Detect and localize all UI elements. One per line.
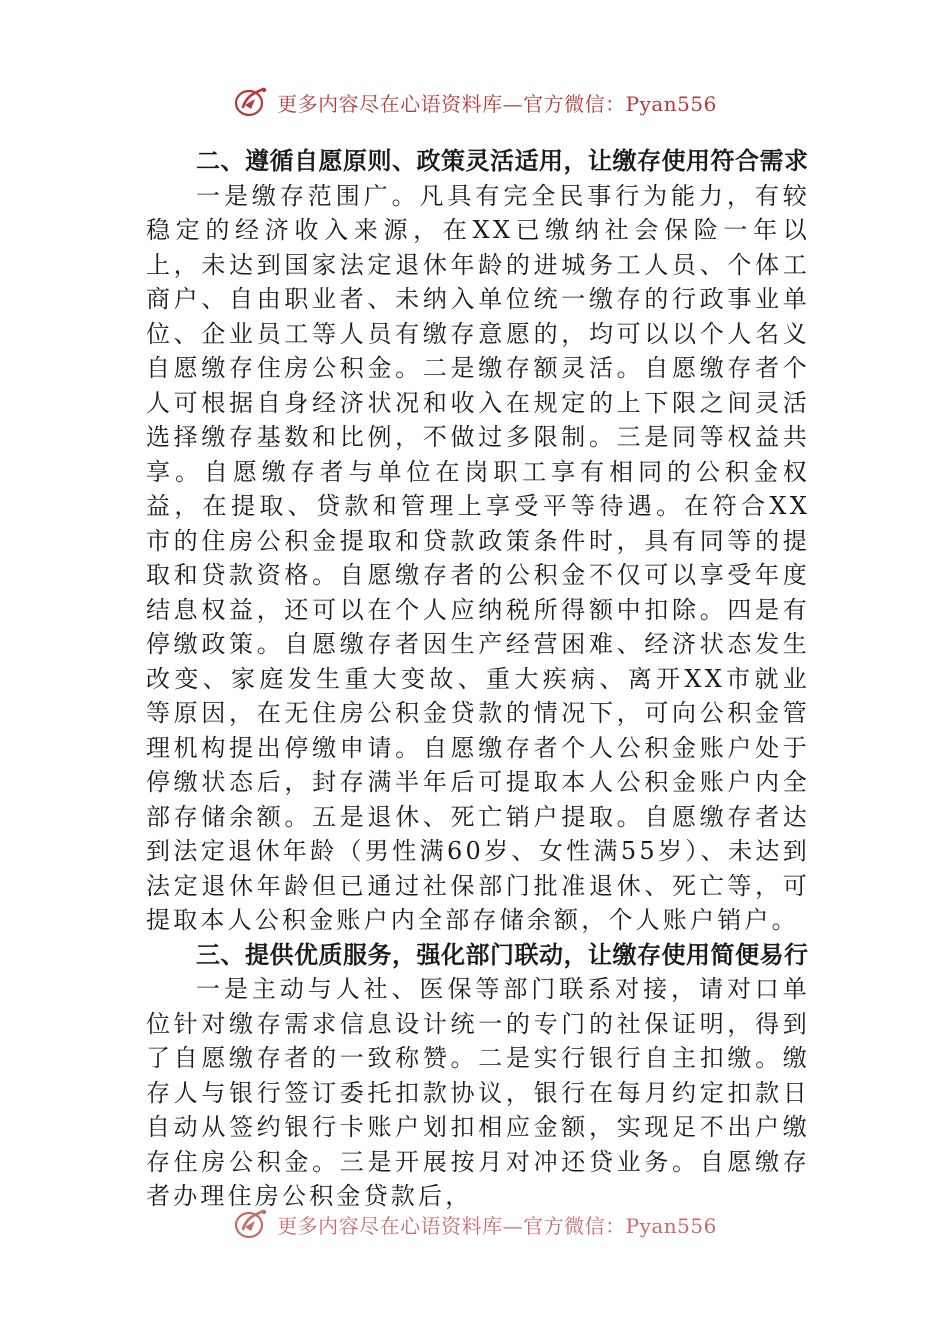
document-body bbox=[146, 144, 810, 1214]
watermark-text: 更多内容尽在心语资料库—官方微信：Pyan556 bbox=[277, 1213, 717, 1238]
section-heading: 二、遵循自愿原则、政策灵活适用，让缴存使用符合需求 bbox=[196, 147, 809, 175]
header-watermark bbox=[0, 84, 950, 120]
section-heading: 三、提供优质服务，强化部门联动，让缴存使用简便易行 bbox=[196, 940, 809, 969]
section-paragraph: 一是主动与人社、医保等部门联系对接，请对口单位针对缴存需求信息设计统一的专门的社保证明，得到了自愿缴存者的一致称赞。二是实行银行自主扣缴。缴存人与银行签订委托扣款协议，银行在每月约定扣款日自动从签约银行卡账户划扣相应金额，实现足不出户缴存住房公积金。三是开展按月对冲还贷业务。自愿缴存者办理住房公积金贷款后， bbox=[146, 975, 810, 1210]
section-paragraph: 一是缴存范围广。凡具有完全民事行为能力，有较稳定的经济收入来源，在XX已缴纳社会保险一年以上，未达到国家法定退休年龄的进城务工人员、个体工商户、自由职业者、未纳入单位统一缴存的行政事业单位、企业员工等人员有缴存意愿的，均可以以个人名义自愿缴存住房公积金。二是缴存额灵活。自愿缴存者个人可根据自身经济状况和收入在规定的上下限之间灵活选择缴存基数和比例，不做过多限制。三是同等权益共享。自愿缴存者与单位在岗职工享有相同的公积金权益，在提取、贷款和管理上享受平等待遇。在符合XX市的住房公积金提取和贷款政策条件时，具有同等的提取和贷款资格。自愿缴存者的公积金不仅可以享受年度结息权益，还可以在个人应纳税所得额中扣除。四是有停缴政策。自愿缴存者因生产经营困难、经济状态发生改变、家庭发生重大变故、重大疾病、离开XX市就业等原因，在无住房公积金贷款的情况下，可向公积金管理机构提出停缴申请。自愿缴存者个人公积金账户处于停缴状态后，封存满半年后可提取本人公积金账户内全部存储余额。五是退休、死亡销户提取。自愿缴存者达到法定退休年龄（男性满60岁、女性满55岁）、未达到法定退休年龄但已通过社保部门批准退休、死亡等，可提取本人公积金账户内全部存储余额，个人账户销户。 bbox=[146, 181, 810, 934]
watermark-text: 更多内容尽在心语资料库—官方微信：Pyan556 bbox=[277, 91, 717, 116]
footer-watermark bbox=[0, 1206, 950, 1242]
watermark-logo-icon bbox=[233, 1207, 271, 1241]
watermark-logo-icon bbox=[233, 85, 271, 119]
